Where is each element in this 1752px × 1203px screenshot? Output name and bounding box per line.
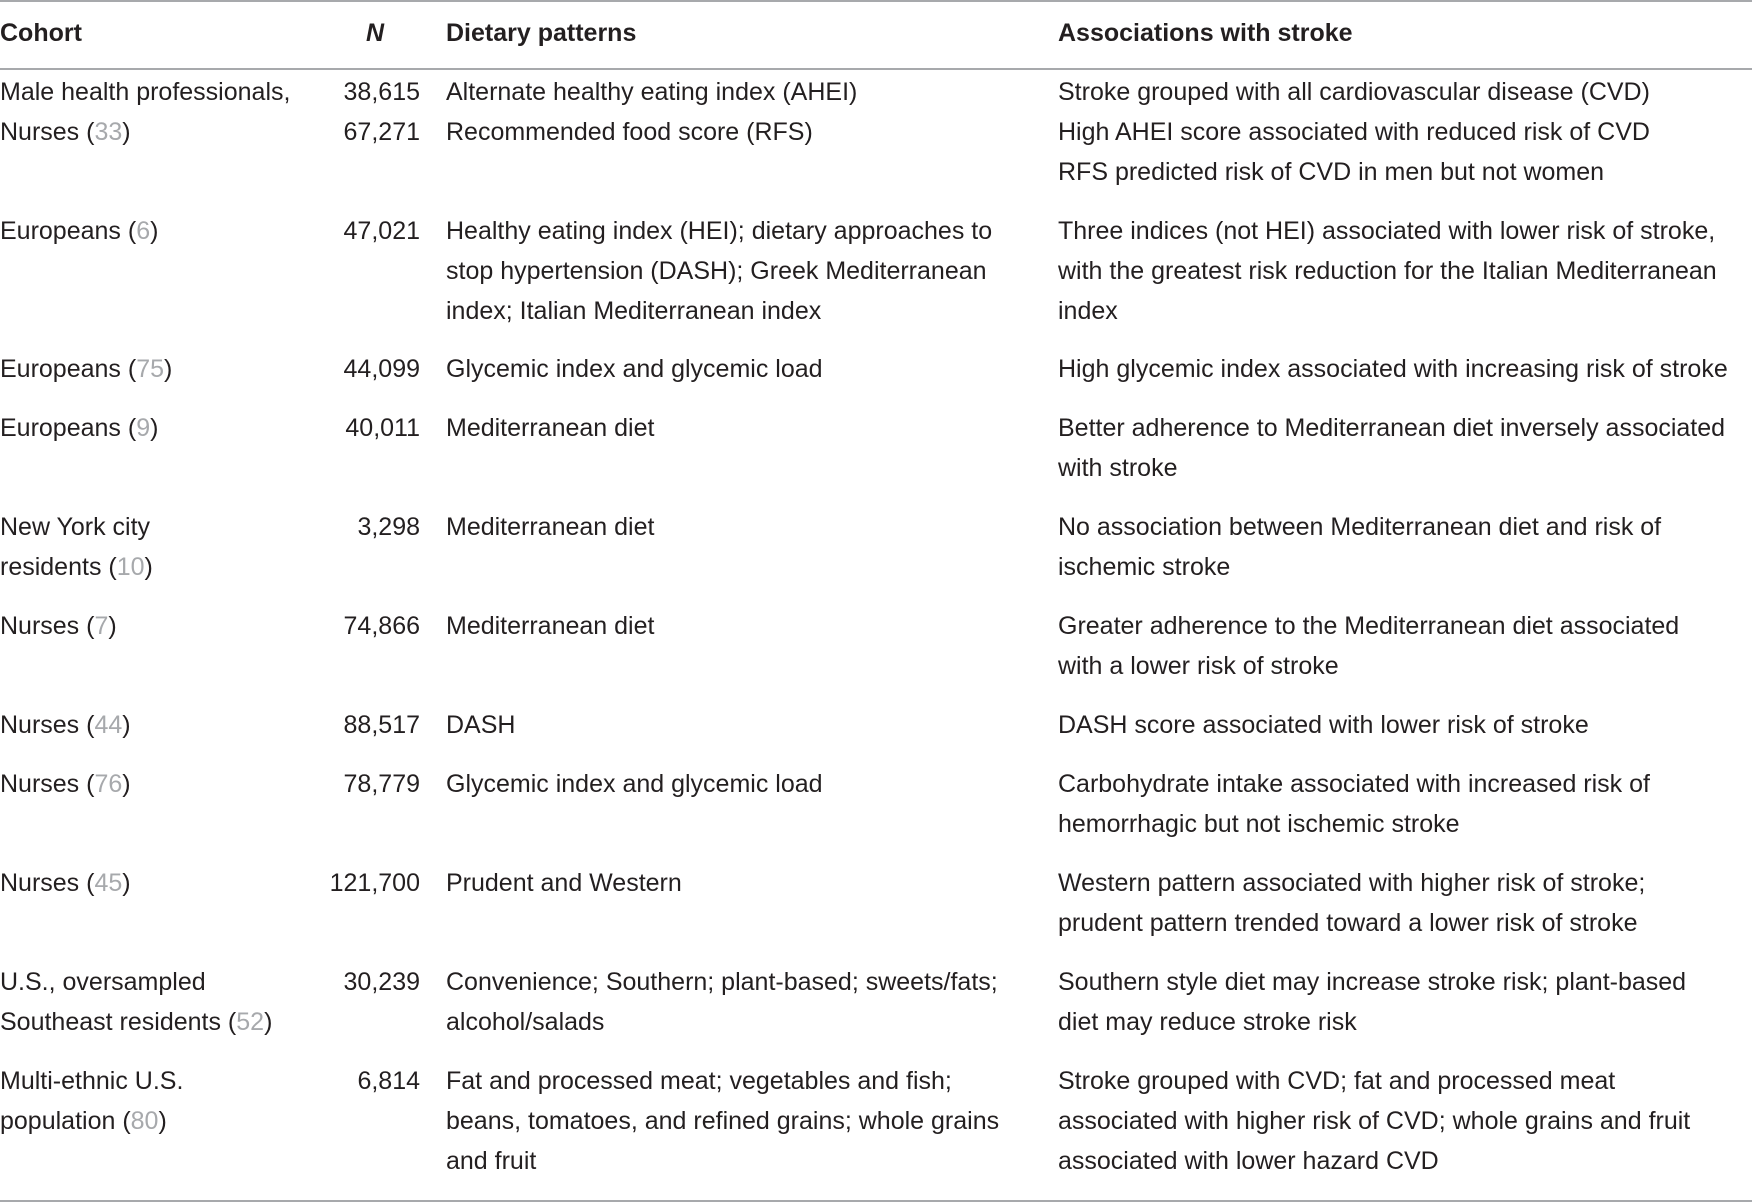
dietary-patterns-cell: Mediterranean diet: [446, 513, 655, 541]
associations-cell: Stroke grouped with all cardiovascular disease (CVD) High AHEI score associated with reduced risk of CVD RFS predicted risk of CVD in men but not women: [1058, 78, 1650, 186]
dietary-patterns-cell: Healthy eating index (HEI); dietary approaches to stop hypertension (DASH); Greek Mediterranean index; Italian Mediterranean index: [446, 217, 993, 325]
dietary-patterns-cell: Convenience; Southern; plant-based; sweets/fats; alcohol/salads: [446, 968, 998, 1036]
reference-link[interactable]: 80: [130, 1107, 159, 1135]
associations-cell: Better adherence to Mediterranean diet inversely associated with stroke: [1058, 414, 1726, 482]
associations-cell: No association between Mediterranean diet and risk of ischemic stroke: [1058, 513, 1662, 581]
reference-link[interactable]: 44: [94, 711, 123, 739]
cohort-cell: Multi-ethnic U.S. population (80): [0, 1067, 184, 1135]
n-cell: 74,866: [343, 612, 420, 640]
cohort-cell: Male health professionals, Nurses (33): [0, 78, 291, 146]
cohort-cell: Europeans (6): [0, 217, 159, 245]
associations-cell: Greater adherence to the Mediterranean diet associated with a lower risk of stroke: [1058, 612, 1680, 680]
associations-cell: Southern style diet may increase stroke risk; plant-based diet may reduce stroke risk: [1058, 968, 1687, 1036]
table-header-row: [0, 0, 1752, 68]
reference-link[interactable]: 9: [136, 414, 151, 442]
associations-cell: Western pattern associated with higher risk of stroke; prudent pattern trended toward a lower risk of stroke: [1058, 869, 1646, 937]
reference-link[interactable]: 10: [116, 553, 145, 581]
header-cohort: Cohort: [0, 19, 82, 47]
associations-cell: Stroke grouped with CVD; fat and processed meat associated with higher risk of CVD; whole grains and fruit associated with lower hazard CVD: [1058, 1067, 1691, 1175]
dietary-patterns-cell: Alternate healthy eating index (AHEI) Recommended food score (RFS): [446, 78, 858, 146]
dietary-patterns-cell: Glycemic index and glycemic load: [446, 770, 823, 798]
associations-cell: High glycemic index associated with increasing risk of stroke: [1058, 355, 1728, 383]
reference-link[interactable]: 33: [94, 118, 123, 146]
cohort-cell: Nurses (7): [0, 612, 117, 640]
reference-link[interactable]: 45: [94, 869, 123, 897]
table-header-rule: [0, 68, 1752, 70]
cohort-cell: Nurses (44): [0, 711, 131, 739]
n-cell: 30,239: [343, 968, 420, 996]
n-cell: 40,011: [345, 414, 420, 442]
reference-link[interactable]: 52: [236, 1008, 265, 1036]
cohort-cell: New York city residents (10): [0, 513, 153, 581]
n-cell: 78,779: [343, 770, 420, 798]
associations-cell: Carbohydrate intake associated with increased risk of hemorrhagic but not ischemic stroke: [1058, 770, 1650, 838]
dietary-patterns-cell: Glycemic index and glycemic load: [446, 355, 823, 383]
n-cell: 6,814: [357, 1067, 420, 1095]
dietary-patterns-cell: Mediterranean diet: [446, 612, 655, 640]
reference-link[interactable]: 75: [136, 355, 165, 383]
reference-link[interactable]: 6: [136, 217, 151, 245]
header-dietary-patterns: Dietary patterns: [446, 19, 637, 47]
associations-cell: Three indices (not HEI) associated with lower risk of stroke, with the greatest risk reduction for the Italian Mediterranean index: [1058, 217, 1717, 325]
n-cell: 3,298: [357, 513, 420, 541]
dietary-patterns-cell: DASH: [446, 711, 516, 739]
n-cell: 44,099: [343, 355, 420, 383]
header-n: N: [366, 19, 385, 47]
n-cell: 38,615 67,271: [343, 78, 420, 146]
n-cell: 47,021: [343, 217, 420, 245]
table-bottom-rule: [0, 1200, 1752, 1202]
dietary-patterns-cell: Prudent and Western: [446, 869, 682, 897]
header-associations: Associations with stroke: [1058, 19, 1353, 47]
cohort-cell: Europeans (9): [0, 414, 159, 442]
cohort-cell: Nurses (76): [0, 770, 131, 798]
cohort-cell: U.S., oversampled Southeast residents (52): [0, 968, 273, 1036]
n-cell: 88,517: [343, 711, 420, 739]
reference-link[interactable]: 76: [94, 770, 123, 798]
reference-link[interactable]: 7: [94, 612, 109, 640]
cohort-cell: Nurses (45): [0, 869, 131, 897]
cohort-cell: Europeans (75): [0, 355, 173, 383]
dietary-patterns-cell: Fat and processed meat; vegetables and fish; beans, tomatoes, and refined grains; whole grains and fruit: [446, 1067, 1000, 1175]
associations-cell: DASH score associated with lower risk of stroke: [1058, 711, 1589, 739]
dietary-patterns-cell: Mediterranean diet: [446, 414, 655, 442]
n-cell: 121,700: [329, 869, 420, 897]
